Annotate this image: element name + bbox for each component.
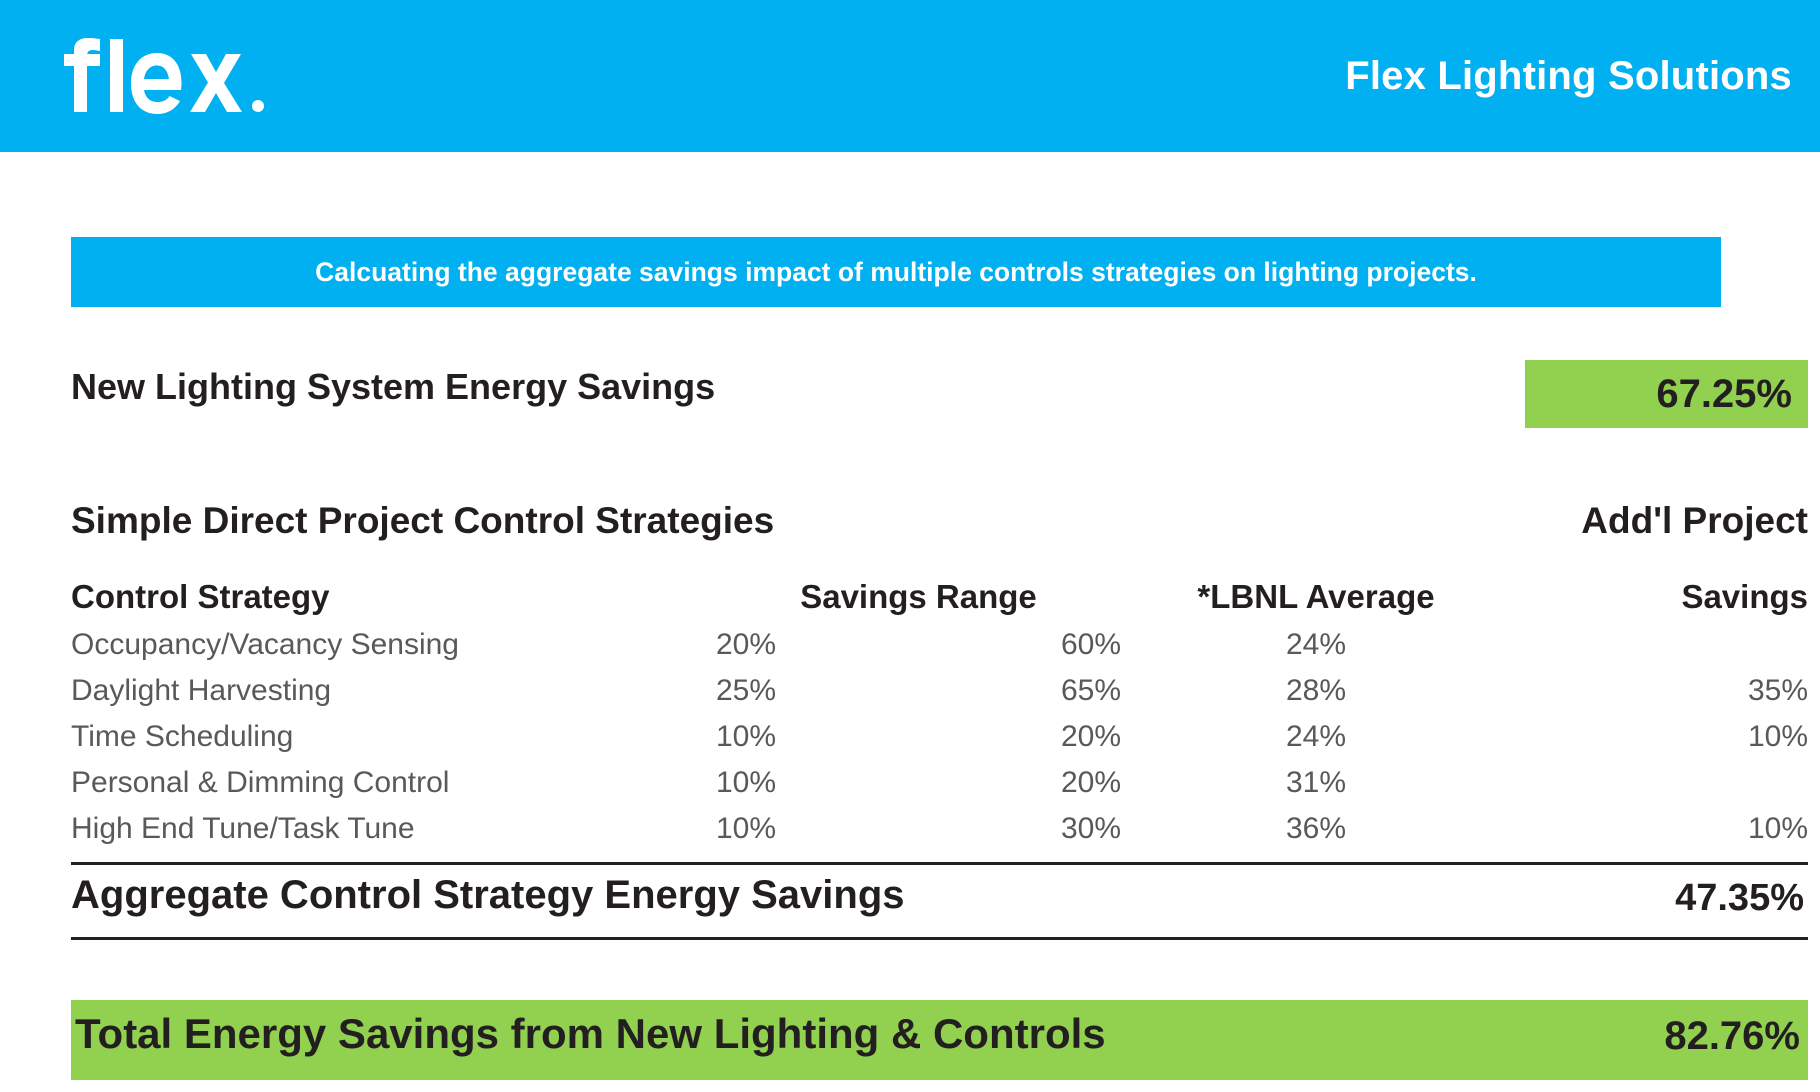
- new-lighting-savings-label: New Lighting System Energy Savings: [71, 366, 716, 407]
- cell-range-high: 30%: [1060, 812, 1121, 845]
- cell-strategy: Personal & Dimming Control: [71, 766, 450, 799]
- cell-lbnl-average: 24%: [1285, 628, 1347, 661]
- addl-project-title: Add'l Project: [1581, 500, 1808, 541]
- total-savings-row: [71, 1000, 1808, 1080]
- cell-lbnl-average: 28%: [1285, 674, 1347, 707]
- header-band: [0, 0, 1820, 152]
- cell-range-low: 10%: [716, 812, 777, 845]
- cell-range-low: 10%: [716, 720, 777, 753]
- cell-range-high: 20%: [1060, 720, 1121, 753]
- aggregate-savings-label: Aggregate Control Strategy Energy Savings: [71, 873, 905, 917]
- header-addl-savings: Savings: [1681, 578, 1808, 615]
- cell-addl-savings: 10%: [1747, 720, 1808, 753]
- flex-logo: [62, 38, 292, 114]
- new-lighting-savings-value: 67.25%: [1656, 371, 1792, 416]
- new-lighting-savings-row: [71, 360, 1808, 428]
- cell-lbnl-average: 24%: [1285, 720, 1347, 753]
- cell-strategy: Time Scheduling: [71, 720, 294, 753]
- cell-lbnl-average: 36%: [1285, 812, 1347, 845]
- cell-lbnl-average: 31%: [1285, 766, 1347, 799]
- table-row: [71, 708, 1808, 754]
- new-lighting-savings-value-box: [1525, 360, 1808, 428]
- cell-range-high: 60%: [1060, 628, 1121, 661]
- cell-range-high: 20%: [1060, 766, 1121, 799]
- cell-addl-savings: [1511, 616, 1808, 662]
- control-strategy-table: [71, 566, 1808, 846]
- aggregate-savings-value: 47.35%: [1675, 877, 1804, 919]
- total-savings-label: Total Energy Savings from New Lighting & Controls: [75, 1010, 1106, 1057]
- strategies-section-title: Simple Direct Project Control Strategies: [71, 500, 775, 541]
- total-savings-value: 82.76%: [1664, 1014, 1800, 1058]
- cell-strategy: Daylight Harvesting: [71, 674, 332, 707]
- table-header: [71, 566, 1808, 616]
- subtitle-text: Calcuating the aggregate savings impact of multiple controls strategies on lighting projects.: [315, 256, 1477, 287]
- cell-strategy: Occupancy/Vacancy Sensing: [71, 628, 459, 661]
- cell-range-low: 20%: [716, 628, 777, 661]
- cell-addl-savings: 10%: [1747, 812, 1808, 845]
- cell-range-high: 65%: [1060, 674, 1121, 707]
- table-row: [71, 754, 1808, 800]
- header-lbnl-average: *LBNL Average: [1197, 578, 1435, 615]
- header-title: Flex Lighting Solutions: [1345, 53, 1792, 98]
- cell-range-low: 25%: [716, 674, 777, 707]
- table-row: [71, 800, 1808, 846]
- cell-addl-savings: 35%: [1747, 674, 1808, 707]
- header-control-strategy: Control Strategy: [71, 578, 330, 615]
- table-row: [71, 662, 1808, 708]
- cell-addl-savings: [1511, 754, 1808, 800]
- strategies-section-head: [71, 500, 1808, 548]
- subtitle-band: [71, 237, 1721, 307]
- flex-wordmark-icon: [62, 38, 292, 114]
- aggregate-savings-row: [71, 862, 1808, 940]
- cell-strategy: High End Tune/Task Tune: [71, 812, 415, 845]
- table-header-row: [71, 566, 1808, 616]
- header-savings-range: Savings Range: [800, 578, 1037, 615]
- table-body: [71, 616, 1808, 846]
- table-row: [71, 616, 1808, 662]
- cell-range-low: 10%: [716, 766, 777, 799]
